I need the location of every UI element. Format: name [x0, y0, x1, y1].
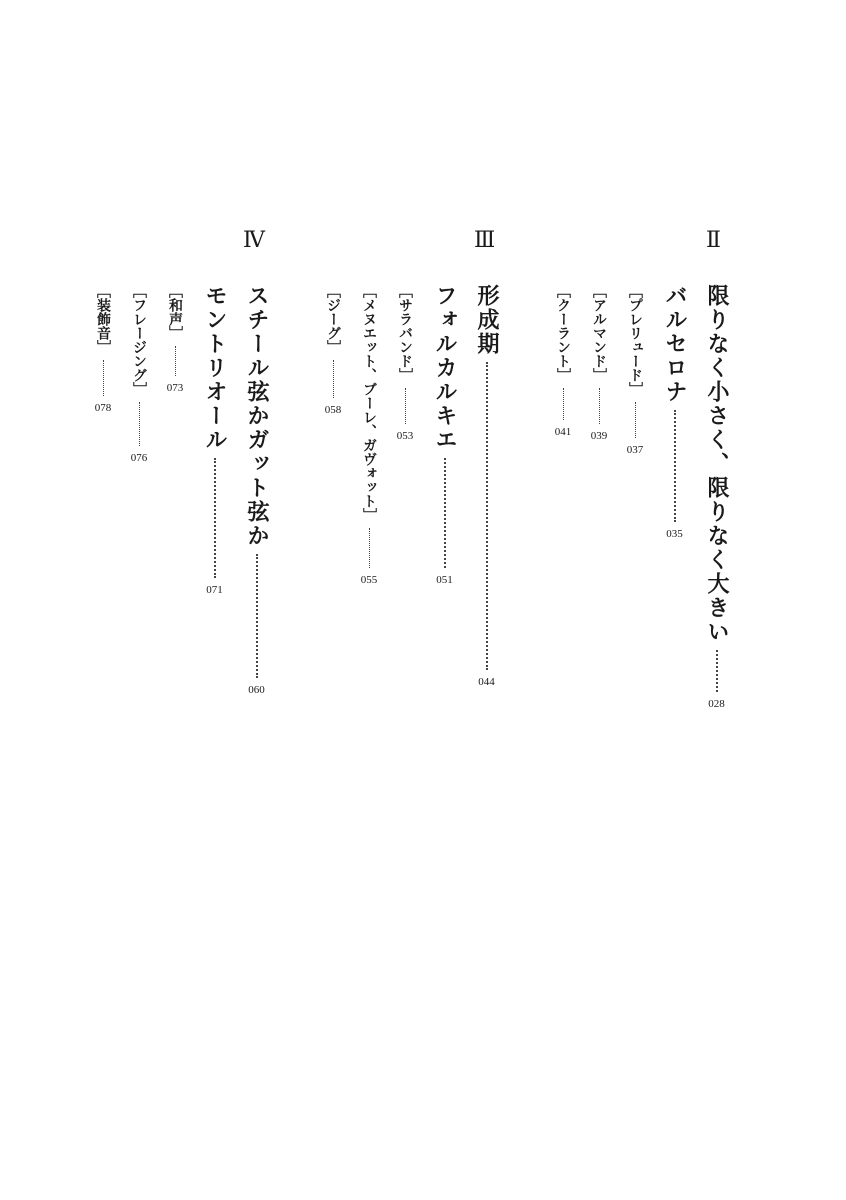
entry-title: モントリオール	[202, 284, 227, 452]
entry-title: ［和声］	[167, 284, 183, 340]
entry-title: ［装飾音］	[95, 284, 111, 354]
page-number: 039	[590, 430, 608, 442]
page-number: 060	[248, 684, 265, 696]
entry-title: バルセロナ	[662, 284, 687, 404]
leader-dots	[716, 650, 718, 692]
toc-entry[interactable]	[553, 284, 573, 438]
leader-dots	[333, 360, 334, 398]
entry-title: ［サラバンド］	[397, 284, 413, 382]
entry-title: フォルカルキエ	[432, 284, 457, 452]
entry-title: ［クーラント］	[555, 284, 571, 382]
toc-entry[interactable]	[241, 284, 272, 696]
page-number: 044	[478, 676, 495, 688]
toc-entry[interactable]	[165, 284, 185, 394]
page-number: 053	[396, 430, 414, 442]
entry-title: ［フレージング］	[131, 284, 147, 396]
leader-dots	[214, 458, 216, 578]
section-numeral-2: Ⅱ	[706, 227, 721, 252]
page-number: 035	[666, 528, 683, 540]
leader-dots	[635, 402, 636, 438]
leader-dots	[256, 554, 258, 678]
leader-dots	[369, 528, 370, 568]
leader-dots	[139, 402, 140, 446]
leader-dots	[103, 360, 104, 396]
page-number: 028	[708, 698, 725, 710]
entry-title: ［プレリュード］	[627, 284, 643, 396]
toc-entry[interactable]	[471, 284, 502, 688]
entry-title: 限りなく小さく、限りなく大きい	[704, 284, 729, 644]
section-numeral-3: Ⅲ	[474, 227, 496, 252]
toc-entry[interactable]	[359, 284, 379, 586]
toc-entry[interactable]	[395, 284, 415, 442]
entry-title: ［メヌエット、ブーレ、ガヴォット］	[361, 284, 377, 522]
page-number: 078	[94, 402, 112, 414]
page-number: 055	[360, 574, 378, 586]
toc-entry[interactable]	[625, 284, 645, 456]
page-number: 073	[166, 382, 184, 394]
leader-dots	[563, 388, 564, 420]
entry-title: スチール弦かガット弦か	[244, 284, 269, 548]
entry-title: ［ジーグ］	[325, 284, 341, 354]
toc-entry[interactable]	[199, 284, 230, 596]
toc-entry[interactable]	[323, 284, 343, 416]
leader-dots	[405, 388, 406, 424]
entry-title: ［アルマンド］	[591, 284, 607, 382]
toc-entry[interactable]	[93, 284, 113, 414]
page-number: 058	[324, 404, 342, 416]
toc-entry[interactable]	[701, 284, 732, 710]
toc-entry[interactable]	[589, 284, 609, 442]
page-number: 041	[554, 426, 572, 438]
toc-entry[interactable]	[659, 284, 690, 540]
page-number: 037	[626, 444, 644, 456]
page-number: 071	[206, 584, 223, 596]
entry-title: 形成期	[474, 284, 499, 356]
section-numeral-4: Ⅳ	[243, 227, 265, 252]
leader-dots	[486, 362, 488, 670]
leader-dots	[599, 388, 600, 424]
leader-dots	[175, 346, 176, 376]
toc-entry[interactable]	[429, 284, 460, 586]
leader-dots	[674, 410, 676, 522]
toc-entry[interactable]	[129, 284, 149, 464]
page-number: 051	[436, 574, 453, 586]
page-number: 076	[130, 452, 148, 464]
leader-dots	[444, 458, 446, 568]
